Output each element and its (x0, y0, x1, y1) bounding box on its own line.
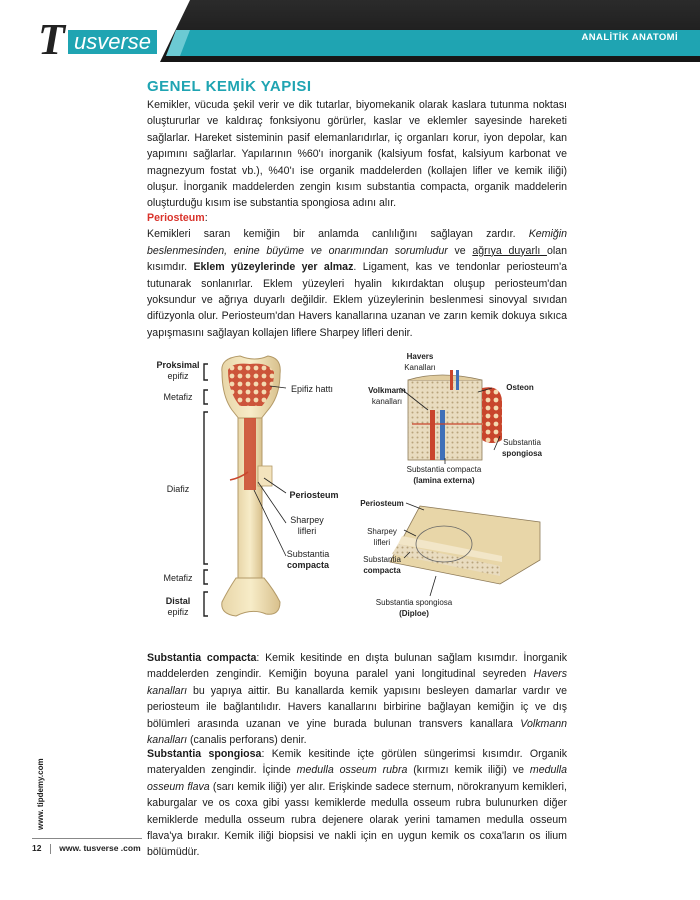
compacta-term: Substantia compacta (147, 652, 257, 664)
label-sharpey-flat: Sharpey lifleri (367, 527, 397, 547)
periosteum-text-1: Kemikleri saran kemiğin bir anlamda canlılığını sağlayan zardır. (147, 228, 529, 241)
spongiosa-term: Substantia spongiosa (147, 748, 262, 760)
logo-wordmark: usverse (68, 30, 157, 54)
label-volkmann: Volkmann kanalları (368, 386, 406, 406)
osteon-block-illustration (408, 370, 502, 460)
periosteum-italic: Kemiğin beslenmesinden, enine büyüme ve onarımından sorumludur (147, 228, 567, 257)
label-sharpey-lifleri: Sharpey lifleri (290, 515, 324, 536)
label-diploe: Substantia spongiosa (Diploe) (375, 598, 453, 618)
footer-separator (50, 844, 51, 854)
label-substantia-spongiosa-right: Substantia spongiosa (501, 438, 542, 458)
periosteum-bold: Eklem yüzeylerinde yer almaz (193, 261, 354, 274)
spongiosa-paragraph: Substantia spongiosa: Kemik kesitinde içte görülen süngerimsi kısımdır. Organik materyalden zengindir. İçinde medulla osseum rubra (kırmızı kemik iliği) ve medulla osseum flava (sarı kemik iliği) yer alır. Erişkinde sadece sternum, nörokranyum kemikleri, kaburgalar ve os coxa gibi yassı kemiklerde medulla osseum rubra bulunurken diğer kemiklerde medulla osseum rubra dejenere olarak yerini tamamen medulla osseum flava'ya bırakır. Kemik iliği biopsisi ve nakli için en uygun kemik os coxa'ların os ilium bölümüdür. (147, 748, 567, 859)
volkmann-kanallari-term: Volkmann kanalları (147, 717, 567, 747)
periosteum-text-2: ve (447, 244, 473, 257)
medulla-rubra-term: medulla osseum rubra (296, 764, 408, 777)
compacta-paragraph: Substantia compacta: Kemik kesitinde en dışta bulunan sağlam kısımdır. İnorganik maddelerden zengindir. Kemiğin boyuna paralel yani longitudinal seyreden Havers kanalları bu yapıya aittir. Bu kanallarda kemik yapısını besleyen damarlar vardır ve periosteum ile bağlantılıdır. Havers kanallarını birbirine bağlayan kemiğin iç ve dış bölümleri arasında uzanan ve yine burada bulunan transvers kanallara Volkmann kanalları (canalis perforans) denir. (147, 652, 567, 747)
label-substantia-compacta: Substantia compacta (286, 549, 330, 570)
label-epifiz-hatti: Epifiz hattı (290, 384, 334, 394)
label-metafiz-top: Metafiz (163, 392, 193, 402)
flat-bone-illustration (390, 506, 540, 584)
label-diafiz: Diafiz (166, 484, 190, 494)
side-url[interactable]: www. tipdemy.com (36, 758, 45, 830)
page-number: 12 (32, 843, 42, 853)
label-periosteum: Periosteum (289, 490, 339, 500)
periosteum-paragraph (147, 210, 567, 341)
logo-letter: T (38, 15, 65, 64)
footer (32, 843, 141, 854)
page-title: GENEL KEMİK YAPISI (147, 78, 312, 95)
label-metafiz-bottom: Metafiz (163, 573, 193, 583)
footer-divider (32, 838, 142, 839)
label-lamina-externa: Substantia compacta (lamina externa) (406, 465, 482, 485)
label-distal-epifiz: Distal epifiz (165, 596, 191, 617)
periosteum-heading: Periosteum (147, 212, 205, 224)
medulla-flava-term: medulla osseum flava (147, 764, 567, 793)
periosteum-underline: ağrıya duyarlı (472, 244, 547, 257)
long-bone-illustration (222, 356, 280, 616)
label-proksimal-epifiz: Proksimal epifiz (156, 360, 200, 381)
intro-paragraph: Kemikler, vücuda şekil verir ve dik tutarlar, biyomekanik olarak kaslara tutunma noktası oluştururlar ve kaldıraç fonksiyonu görürler, kaslar ve eklemler sayesinde hareketi sağlarlar. Hareket sisteminin pasif elemanlarıdırlar, iç organları korur, iyon depolar, kan yapımını sağlarlar. Yapılarının %60'ı inorganik (kalsiyum fosfat, kalsiyum karbonat ve magnezyum fostat vb.), %40'ı ise organik maddelerden (kollajen lifler ve kemik iliği) oluşur. İnorganik maddelerden zengin kısım substantia compacta, organik maddelerin oluşturduğu kısım ise substantia spongiosa adını alır. (147, 99, 567, 210)
periosteum-colon: : (204, 212, 208, 224)
periosteum-text-4: . Ligament, kas ve tendonlar periosteum'a tutunarak sonlanırlar. Eklem yüzeyleri hyalin kıkırdaktan oluşup periosteum'dan yoksundur ve ağrıya duyarlı değildir. Eklem yüzeylerinin beslenmesi sinovyal sıvıdan difüzyonla olur. Periosteum'dan Havers kanallarına uzanan ve zarın kemik dokuya sıkıca yapışmasını sağlayan kollajen liflere Sharpey lifleri denir. (147, 261, 567, 339)
section-title: ANALİTİK ANATOMİ (581, 32, 678, 43)
havers-kanallari-term: Havers kanalları (147, 668, 567, 697)
label-osteon: Osteon (506, 383, 534, 392)
periosteum-text-3: olan kısımdır. (147, 244, 567, 274)
label-compacta-flat: Substantia compacta (363, 555, 401, 575)
footer-url[interactable]: www. tusverse .com (59, 843, 141, 853)
label-havers-kanallari: Havers Kanalları (404, 352, 436, 372)
label-periosteum-flat: Periosteum (360, 499, 404, 508)
